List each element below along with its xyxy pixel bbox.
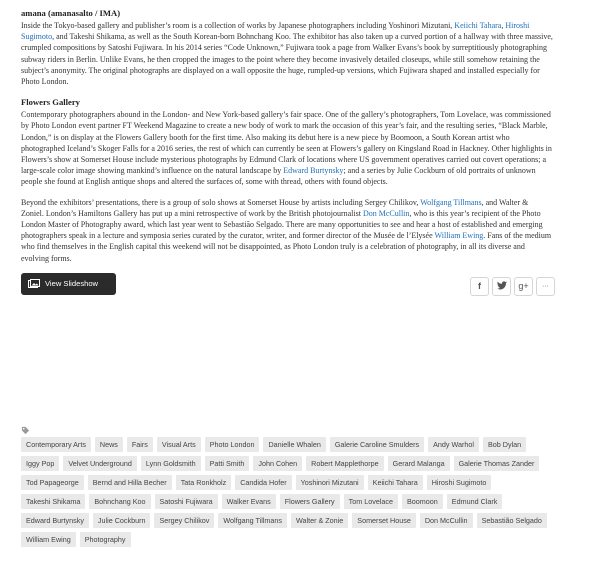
article-body bbox=[21, 8, 553, 299]
tag-item[interactable]: Candida Hofer bbox=[235, 475, 291, 490]
tag-item[interactable]: Andy Warhol bbox=[428, 437, 479, 452]
tag-item[interactable]: Robert Mapplethorpe bbox=[306, 456, 384, 471]
tag-item[interactable]: Takeshi Shikama bbox=[21, 494, 85, 509]
link-don-mccullin[interactable]: Don McCullin bbox=[362, 208, 410, 218]
tag-item[interactable]: William Ewing bbox=[21, 532, 76, 547]
twitter-share-button[interactable] bbox=[492, 277, 511, 296]
tag-item[interactable]: Fairs bbox=[127, 437, 153, 452]
tag-item[interactable]: Walter & Zonie bbox=[291, 513, 348, 528]
tag-item[interactable]: Edmund Clark bbox=[447, 494, 503, 509]
tag-item[interactable]: Wolfgang Tillmans bbox=[218, 513, 287, 528]
section-heading: amana (amanasalto / IMA) bbox=[21, 8, 121, 18]
tag-item[interactable]: Bohnchang Koo bbox=[89, 494, 150, 509]
tag-item[interactable]: Somerset House bbox=[352, 513, 416, 528]
slideshow-label: View Slideshow bbox=[45, 279, 99, 289]
facebook-icon: f bbox=[478, 281, 481, 292]
view-slideshow-button[interactable] bbox=[21, 273, 116, 295]
google-plus-icon: g+ bbox=[518, 281, 529, 292]
tag-item[interactable]: Yoshinori Mizutani bbox=[296, 475, 364, 490]
tag-item[interactable]: Galerie Caroline Smulders bbox=[330, 437, 424, 452]
tag-item[interactable]: Don McCullin bbox=[420, 513, 473, 528]
tag-item[interactable]: Visual Arts bbox=[157, 437, 201, 452]
tag-item[interactable]: Photo London bbox=[205, 437, 260, 452]
tag-item[interactable]: Sergey Chilikov bbox=[154, 513, 214, 528]
more-icon: ··· bbox=[542, 282, 549, 290]
tag-item[interactable]: Contemporary Arts bbox=[21, 437, 91, 452]
tag-item[interactable]: John Cohen bbox=[253, 456, 302, 471]
google-plus-share-button[interactable] bbox=[514, 277, 533, 296]
tag-item[interactable]: Julie Cockburn bbox=[93, 513, 151, 528]
tag-item[interactable]: Gerard Malanga bbox=[388, 456, 450, 471]
tag-item[interactable]: Sebastião Selgado bbox=[477, 513, 547, 528]
tag-item[interactable]: Iggy Pop bbox=[21, 456, 59, 471]
tag-list bbox=[21, 437, 551, 547]
slideshow-icon bbox=[28, 279, 40, 289]
more-share-button[interactable] bbox=[536, 277, 555, 296]
section-paragraph: Contemporary photographers abound in the London- and New York-based gallery’s fair space. One of the gallery’s photographers, Tom Lovelace, was commissioned by Photo London event partner FT Weekend Magazine to create a new body of work to mark the occasion of this year’s fair, and the resulting series, “Black Marble, London,” is on display at the Flowers Gallery booth for the first time. Also making its debut here is a new piece by Boomoon, a South Korean artist who photographed Iceland’s Skoger Falls for a 2016 series, the rest of which can currently be seen at Flowers’s gallery on Kingsland Road in Hackney. Other highlights in Flowers’s show at Somerset House include mysterious photographs by Edmund Clark of locations where US government operatives carried out covert operations; a large-scale color image showing mankind’s influence on the natural landscape by Edward Burtynsky; and a series by Julie Cockburn of old portraits of unknown people she found at English antique shops and altered the surfaces of, some with thread, others with found objects. bbox=[21, 110, 552, 187]
tag-item[interactable]: Keiichi Tahara bbox=[368, 475, 423, 490]
tag-item[interactable]: Boomoon bbox=[402, 494, 443, 509]
section-paragraph: Inside the Tokyo-based gallery and publisher’s room is a collection of works by Japanese photographers including Yoshinori Mizutani, Keiichi Tahara, Hiroshi Sugimoto, and Takeshi Shikama, as well as the South Korean-born Bohnchang Koo. The exhibitor has also taken up a curved portion of a hallway with three massive, crumpled compositions by Satoshi Fujiwara. In his 2014 series “Code Unknown,” Fujiwara took a page from Walker Evans’s book by surreptitiously photographing subway riders in Berlin. Unlike Evans, he then cropped the images to the point where they become invasively detailed closeups, while still somehow retaining the subject’s anonymity. The original photographs are displayed on a wall opposite the huge, rumpled-up versions, which Fujiwara shaped and installed especially for Photo London. bbox=[21, 21, 553, 87]
twitter-icon bbox=[497, 281, 507, 292]
tag-item[interactable]: News bbox=[95, 437, 123, 452]
tag-item[interactable]: Bernd and Hilla Becher bbox=[88, 475, 172, 490]
share-buttons bbox=[470, 277, 555, 296]
section-beyond bbox=[21, 197, 553, 264]
tag-item[interactable]: Galerie Thomas Zander bbox=[454, 456, 540, 471]
link-william-ewing[interactable]: William Ewing bbox=[434, 231, 484, 241]
link-edward-burtynsky[interactable]: Edward Burtynsky bbox=[283, 166, 344, 176]
article-actions bbox=[21, 273, 553, 299]
section-flowers-gallery bbox=[21, 97, 553, 187]
tag-item[interactable]: Velvet Underground bbox=[63, 456, 137, 471]
link-hiroshi-sugimoto[interactable]: Hiroshi Sugimoto bbox=[21, 21, 530, 42]
tag-item[interactable]: Tom Lovelace bbox=[344, 494, 398, 509]
facebook-share-button[interactable] bbox=[470, 277, 489, 296]
tag-item[interactable]: Flowers Gallery bbox=[280, 494, 340, 509]
section-paragraph: Beyond the exhibitors’ presentations, there is a group of solo shows at Somerset House by artists including Sergey Chilikov, Wolfgang Tillmans, and Walter & Zoniel. London’s Hamiltons Gallery has put up a mini retrospective of work by the British photojournalist Don McCullin, who is this year’s recipient of the Photo London Master of Photography award, which last year went to Sebastião Selgado. There are many opportunities to see and hear a host of established and emerging photographers speak in a lecture and symposia series curated by the curator, writer, and former director of the Musée de l’Elysée William Ewing. Fans of the medium who find themselves in the English capital this weekend will not be disappointed, as Photo London truly is a celebration of photography, in all its diverse and evolving forms. bbox=[21, 197, 552, 263]
tag-item[interactable]: Hiroshi Sugimoto bbox=[427, 475, 492, 490]
tag-item[interactable]: Satoshi Fujiwara bbox=[155, 494, 218, 509]
tag-item[interactable]: Patti Smith bbox=[205, 456, 250, 471]
section-heading: Flowers Gallery bbox=[21, 97, 80, 108]
tag-item[interactable]: Edward Burtynsky bbox=[21, 513, 89, 528]
tag-item[interactable]: Bob Dylan bbox=[483, 437, 526, 452]
tag-item[interactable]: Photography bbox=[80, 532, 131, 547]
link-wolfgang-tillmans[interactable]: Wolfgang Tillmans bbox=[420, 197, 482, 207]
tag-item[interactable]: Tod Papageorge bbox=[21, 475, 84, 490]
link-keiichi-tahara[interactable]: Keiichi Tahara bbox=[454, 21, 502, 30]
tag-item[interactable]: Lynn Goldsmith bbox=[141, 456, 201, 471]
section-amana bbox=[21, 8, 553, 87]
tag-item[interactable]: Danielle Whalen bbox=[263, 437, 325, 452]
tag-item[interactable]: Walker Evans bbox=[222, 494, 276, 509]
tag-item[interactable]: Tata Ronkholz bbox=[176, 475, 232, 490]
